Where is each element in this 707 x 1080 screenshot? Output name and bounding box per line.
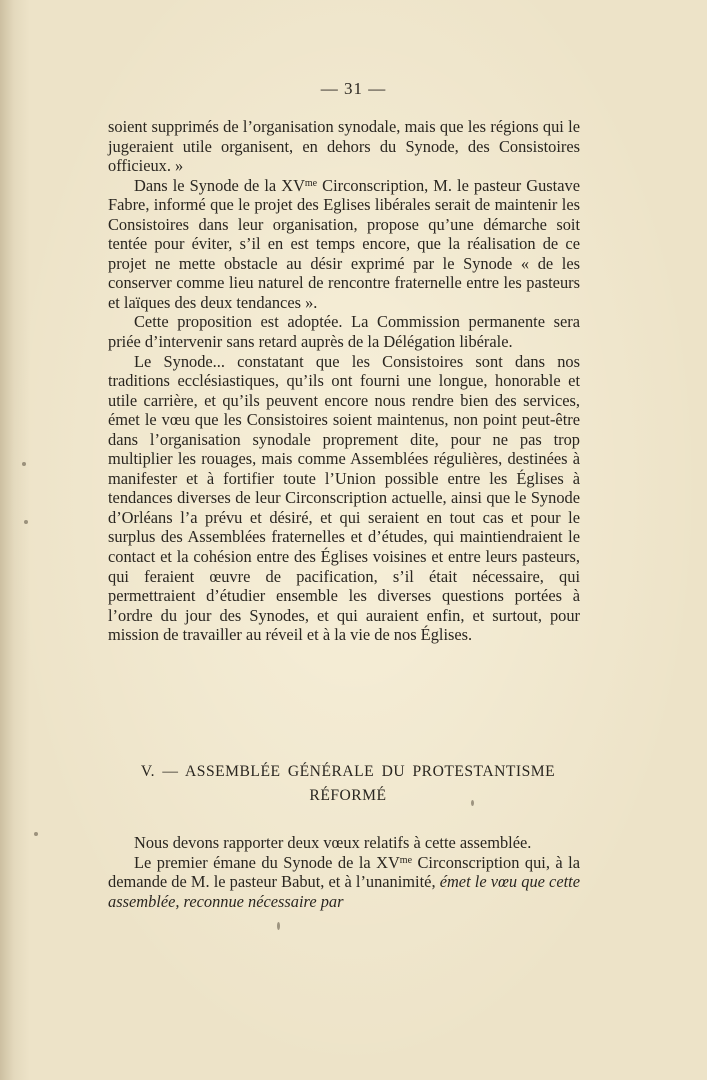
paragraph-premier-start: Le premier émane du Synode de la XV [134, 852, 400, 872]
paragraph-premier [108, 853, 580, 912]
paragraph-synode-voeu: Le Synode... constatant que les Consistoires sont dans nos traditions ecclésiastiques, qu’ils ont fourni une longue, honorable et utile carrière, et qu’ils peuvent encore nous rendre bien des services, émet le vœu que les Consistoires soient maintenus, non point peut-être dans l’organisation synodale proprement dite, pour ne pas trop multiplier les rouages, mais comme Assemblées régulières, destinées à manifester et à fortifier toute l’Union possible entre les Églises à tendances diverses de leur Circonscription actuelle, ainsi que le Synode d’Orléans l’a prévu et désiré, et qui seraient en tout cas et pour le surplus des Assemblées fraternelles et d’études, qui maintiendraient le contact et la cohésion entre des Églises voisines et entre leurs pasteurs, qui feraient œuvre de pacification, s’il était nécessaire, qui permettraient d’étudier ensemble les diverses questions portées à l’ordre du jour des Synodes, et qui auraient enfin, et surtout, pour mission de travailler au réveil et à la vie de nos Églises. [108, 351, 580, 645]
paper-speck [24, 520, 28, 524]
ordinal-suffix: me [304, 177, 318, 189]
paragraph-continuation: soient supprimés de l’organisation synodale, mais que les régions qui le jugeraient utile organisent, en dehors du Synode, des Consistoires officieux. » [108, 117, 580, 176]
paper-speck [22, 462, 26, 466]
section-heading [112, 760, 584, 808]
paper-speck [277, 922, 280, 930]
paragraph-premier-middle: Circonscription qui, à la demande de M. le pasteur Babut, et à l’unanimité, [108, 852, 580, 892]
paragraph-fabre [108, 176, 580, 313]
ordinal-suffix-2: me [399, 854, 413, 866]
paragraph-fabre-rest: Circonscription, M. le pasteur Gustave Fabre, informé que le projet des Eglises libérales serait de maintenir les Consistoires dans leur organisation, propose qu’une démarche soit tentée pour éviter, s’il en est temps encore, que la réalisation de ce projet ne mette obstacle au désir exprimé par le Synode « de les conserver comme lieu naturel de rencontre fraternelle entre les pasteurs et laïques des deux tendances ». [108, 175, 580, 312]
paragraph-adopted: Cette proposition est adoptée. La Commission permanente sera priée d’intervenir sans retard auprès de la Délégation libérale. [108, 312, 580, 352]
section-text [108, 833, 580, 911]
paragraph-two-voeux: Nous devons rapporter deux vœux relatifs à cette assemblée. [134, 833, 532, 852]
paragraph-fabre-start: Dans le Synode de la XV [134, 175, 305, 195]
paragraph-premier-italic: émet le vœu que cette assemblée, reconnue nécessaire par [108, 872, 580, 911]
body-text [108, 117, 580, 645]
section-heading-line2: RÉFORMÉ [309, 787, 387, 804]
paper-speck [471, 800, 474, 806]
section-heading-line1: V. — ASSEMBLÉE GÉNÉRALE DU PROTESTANTISME [140, 763, 556, 780]
page-number: — 31 — [320, 79, 387, 98]
paper-speck [34, 832, 38, 836]
